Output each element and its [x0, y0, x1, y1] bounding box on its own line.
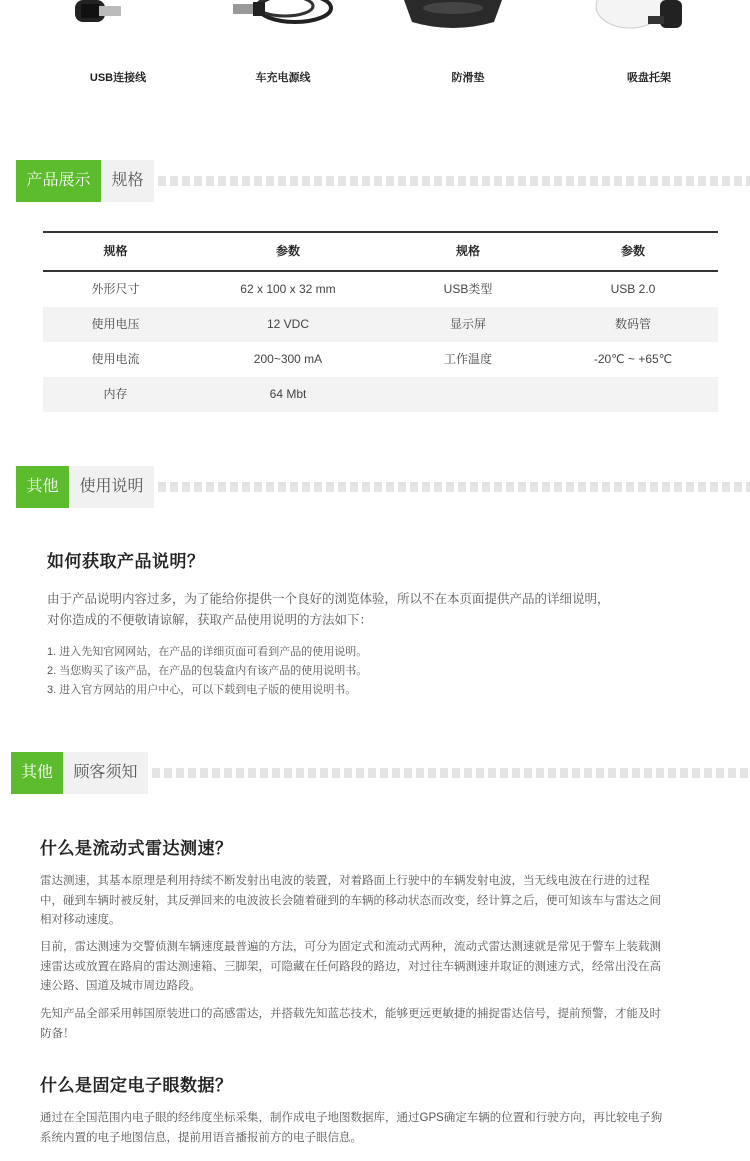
notice-heading-camera: 什么是固定电子眼数据？	[40, 1076, 233, 1095]
usage-paragraph-line: 对你造成的不便敬请谅解，获取产品使用说明的方法如下：	[47, 613, 373, 627]
table-cell: 12 VDC	[266, 317, 310, 331]
table-cell: 62 x 100 x 32 mm	[240, 282, 336, 296]
paragraph-line: 中，碰到车辆时被反射，其反弹回来的电波波长会随着碰到的车辆的移动状态而改变，经计算之后，便可知该车与雷达之间	[40, 894, 661, 907]
section-title: 顾客须知	[63, 752, 148, 794]
paragraph-line: 速雷达或放置在路肩的雷达测速箱、三脚架，可隐藏在任何路段的路边，对过往车辆测速并取证的测速方式，经常出没在高	[40, 960, 661, 973]
table-row	[43, 342, 718, 377]
section-title: 规格	[101, 160, 154, 202]
column-header: 规格	[455, 244, 480, 258]
column-header: 参数	[620, 244, 645, 258]
table-row	[43, 377, 718, 412]
column-header: 参数	[275, 244, 300, 258]
table-row	[43, 272, 718, 307]
accessory-label: 防滑垫	[451, 72, 485, 84]
paragraph-line: 相对移动速度。	[40, 914, 121, 926]
table-cell: 外形尺寸	[91, 282, 140, 296]
list-item: 2. 当您购买了该产品，在产品的包装盒内有该产品的使用说明书。	[47, 665, 368, 677]
section-divider	[158, 482, 750, 492]
section-tag: 其他	[11, 752, 63, 794]
column-header: 规格	[103, 244, 128, 258]
table-cell	[388, 377, 548, 412]
usb-cable-icon	[65, 0, 135, 32]
notice-paragraph	[40, 1109, 662, 1148]
notice-paragraph	[40, 872, 661, 931]
section-header-spec	[0, 160, 750, 202]
paragraph-line: 系统内置的电子地图信息，提前用语音播报前方的电子眼信息。	[40, 1131, 362, 1144]
spec-table	[43, 231, 718, 412]
anti-slip-pad-icon	[398, 0, 508, 32]
accessory-label: 吸盘托架	[627, 72, 671, 84]
table-cell: 显示屏	[449, 317, 486, 331]
table-cell: -20℃ ~ +65℃	[593, 352, 673, 366]
paragraph-line: 速公路、国道及城市周边路段。	[40, 980, 201, 992]
section-divider	[152, 768, 750, 778]
section-tag: 其他	[16, 466, 69, 508]
table-cell: 200~300 mA	[253, 352, 323, 366]
section-header-notice	[0, 752, 750, 794]
section-divider	[158, 176, 750, 186]
paragraph-line: 防备！	[40, 1027, 75, 1040]
usage-paragraph-line: 由于产品说明内容过多，为了能给你提供一个良好的浏览体验，所以不在本页面提供产品的详细说明，	[47, 592, 610, 606]
table-cell: 64 Mbt	[269, 387, 307, 401]
accessory-label: 车充电源线	[255, 72, 311, 84]
table-cell: USB 2.0	[610, 282, 656, 296]
section-header-usage	[0, 466, 750, 508]
paragraph-line: 先知产品全部采用韩国原装进口的高感雷达，并搭载先知蓝芯技术，能够更远更敏捷的捕捉雷达信号，提前预警，才能及时	[40, 1008, 661, 1020]
paragraph-line: 通过在全国范围内电子眼的经纬度坐标采集，制作成电子地图数据库，通过GPS确定车辆的位置和行驶方向，再比较电子狗	[40, 1112, 663, 1124]
table-cell: 使用电压	[91, 317, 140, 331]
table-cell: 内存	[103, 387, 128, 401]
car-charger-cable-icon	[225, 0, 335, 32]
table-cell: 数码管	[614, 317, 651, 331]
table-cell: 工作温度	[443, 352, 492, 366]
table-cell: 使用电流	[91, 352, 140, 366]
notice-paragraph	[40, 1005, 661, 1044]
paragraph-line: 雷达测速，其基本原理是利用持续不断发射出电波的装置，对着路面上行驶中的车辆发射电波，当无线电波在行进的过程	[40, 875, 650, 887]
section-tag: 产品展示	[16, 160, 101, 202]
table-row	[43, 307, 718, 342]
list-item: 1. 进入先知官网网站，在产品的详细页面可看到产品的使用说明。	[47, 646, 368, 658]
accessory-label: USB连接线	[89, 72, 147, 84]
table-cell	[548, 377, 718, 412]
paragraph-line: 目前，雷达测速为交警侦测车辆速度最普遍的方法，可分为固定式和流动式两种，流动式雷达测速就是常见于警车上装载测	[40, 941, 661, 953]
list-item: 3. 进入官方网站的用户中心，可以下载到电子版的使用说明书。	[47, 684, 357, 696]
notice-paragraph	[40, 938, 661, 997]
table-cell: USB类型	[443, 282, 493, 296]
suction-mount-icon	[590, 0, 700, 32]
usage-heading: 如何获取产品说明？	[47, 552, 205, 571]
table-header	[43, 233, 718, 272]
notice-heading-radar: 什么是流动式雷达测速？	[40, 839, 233, 858]
usage-steps-list	[47, 643, 367, 700]
section-title: 使用说明	[69, 466, 154, 508]
